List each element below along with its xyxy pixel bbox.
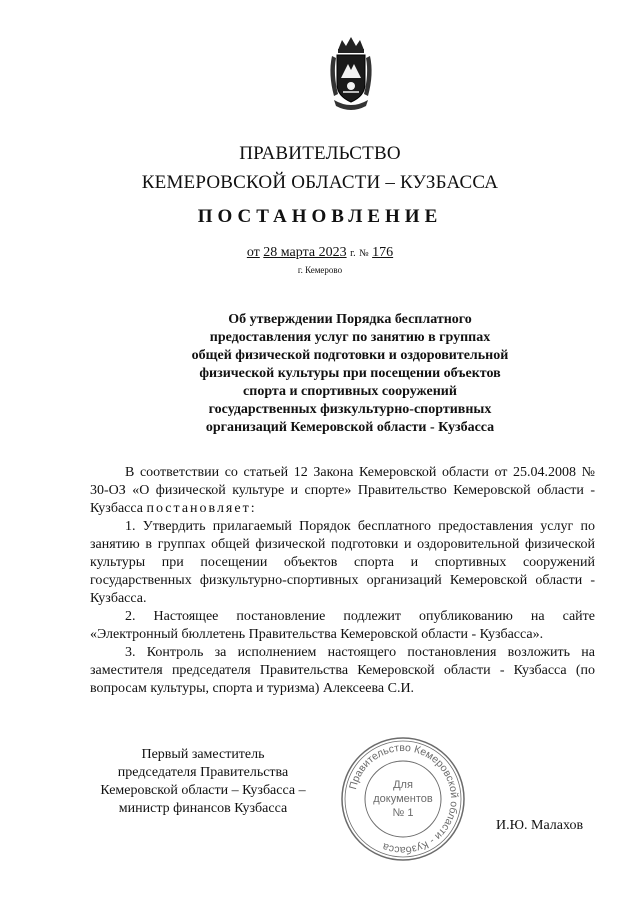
- date-number-line: [0, 245, 640, 261]
- document-date: 28 марта 2023: [263, 245, 347, 260]
- intro-text: В соответствии со статьей 12 Закона Кемеровской области от 25.04.2008 № 30-ОЗ «О физической культуре и спорте» Правительство Кемеровской области - Кузбасса: [90, 465, 595, 516]
- coat-of-arms-icon: [326, 34, 376, 112]
- signer-title-line: министр финансов Кузбасса: [118, 801, 288, 816]
- body-paragraph-intro: [90, 464, 595, 518]
- document-subject: [140, 311, 560, 437]
- document-type-title: ПОСТАНОВЛЕНИЕ: [197, 206, 443, 227]
- signer-name: И.Ю. Малахов: [496, 818, 584, 833]
- stamp-ring-text: Правительство Кемеровской области - Кузбасса: [347, 741, 461, 857]
- year-suffix: г.: [350, 248, 356, 259]
- signer-title-line: Кемеровской области – Кузбасса –: [100, 783, 306, 798]
- subject-line: физической культуры при посещении объектов: [199, 366, 501, 381]
- date-prefix: от: [246, 245, 260, 260]
- resolves-word: постановляет:: [146, 501, 257, 516]
- number-sign: №: [359, 248, 369, 259]
- subject-line: спорта и спортивных сооружений: [243, 384, 457, 399]
- stamp-center-line3: № 1: [392, 807, 414, 819]
- subject-line: предоставления услуг по занятию в группах: [209, 330, 491, 345]
- signer-title: [88, 746, 318, 818]
- body-paragraph-item1: 1. Утвердить прилагаемый Порядок бесплатного предоставления услуг по занятию в группах общей физической подготовки и оздоровительной физической культуры при посещении объектов спорта и спортивных сооружений государственных физкультурно-спортивных организаций Кемеровской области - Кузбасса.: [90, 519, 595, 606]
- stamp-center-line1: Для: [393, 779, 413, 791]
- subject-line: организаций Кемеровской области - Кузбасса: [205, 420, 495, 435]
- subject-line: общей физической подготовки и оздоровительной: [191, 348, 509, 363]
- stamp-center-line2: документов: [373, 793, 433, 805]
- body-paragraph-item3: 3. Контроль за исполнением настоящего постановления возложить на заместителя председателя Правительства Кемеровской области - Кузбасса (по вопросам культуры, спорта и туризма) Алексеева С.И.: [90, 645, 595, 696]
- city-label: г. Кемерово: [297, 265, 343, 275]
- subject-line: Об утверждении Порядка бесплатного: [228, 312, 472, 327]
- document-number: 176: [372, 245, 394, 260]
- signer-title-line: председателя Правительства: [117, 765, 289, 780]
- document-body: [90, 464, 595, 698]
- subject-line: государственных физкультурно-спортивных: [208, 402, 492, 417]
- body-paragraph-item2: 2. Настоящее постановление подлежит опубликованию на сайте «Электронный бюллетень Правительства Кемеровской области - Кузбасса».: [90, 609, 595, 642]
- government-name-line2: КЕМЕРОВСКОЙ ОБЛАСТИ – КУЗБАССА: [141, 172, 499, 193]
- signer-title-line: Первый заместитель: [141, 747, 265, 762]
- government-name-line1: ПРАВИТЕЛЬСТВО: [239, 143, 401, 164]
- official-stamp: [340, 736, 466, 862]
